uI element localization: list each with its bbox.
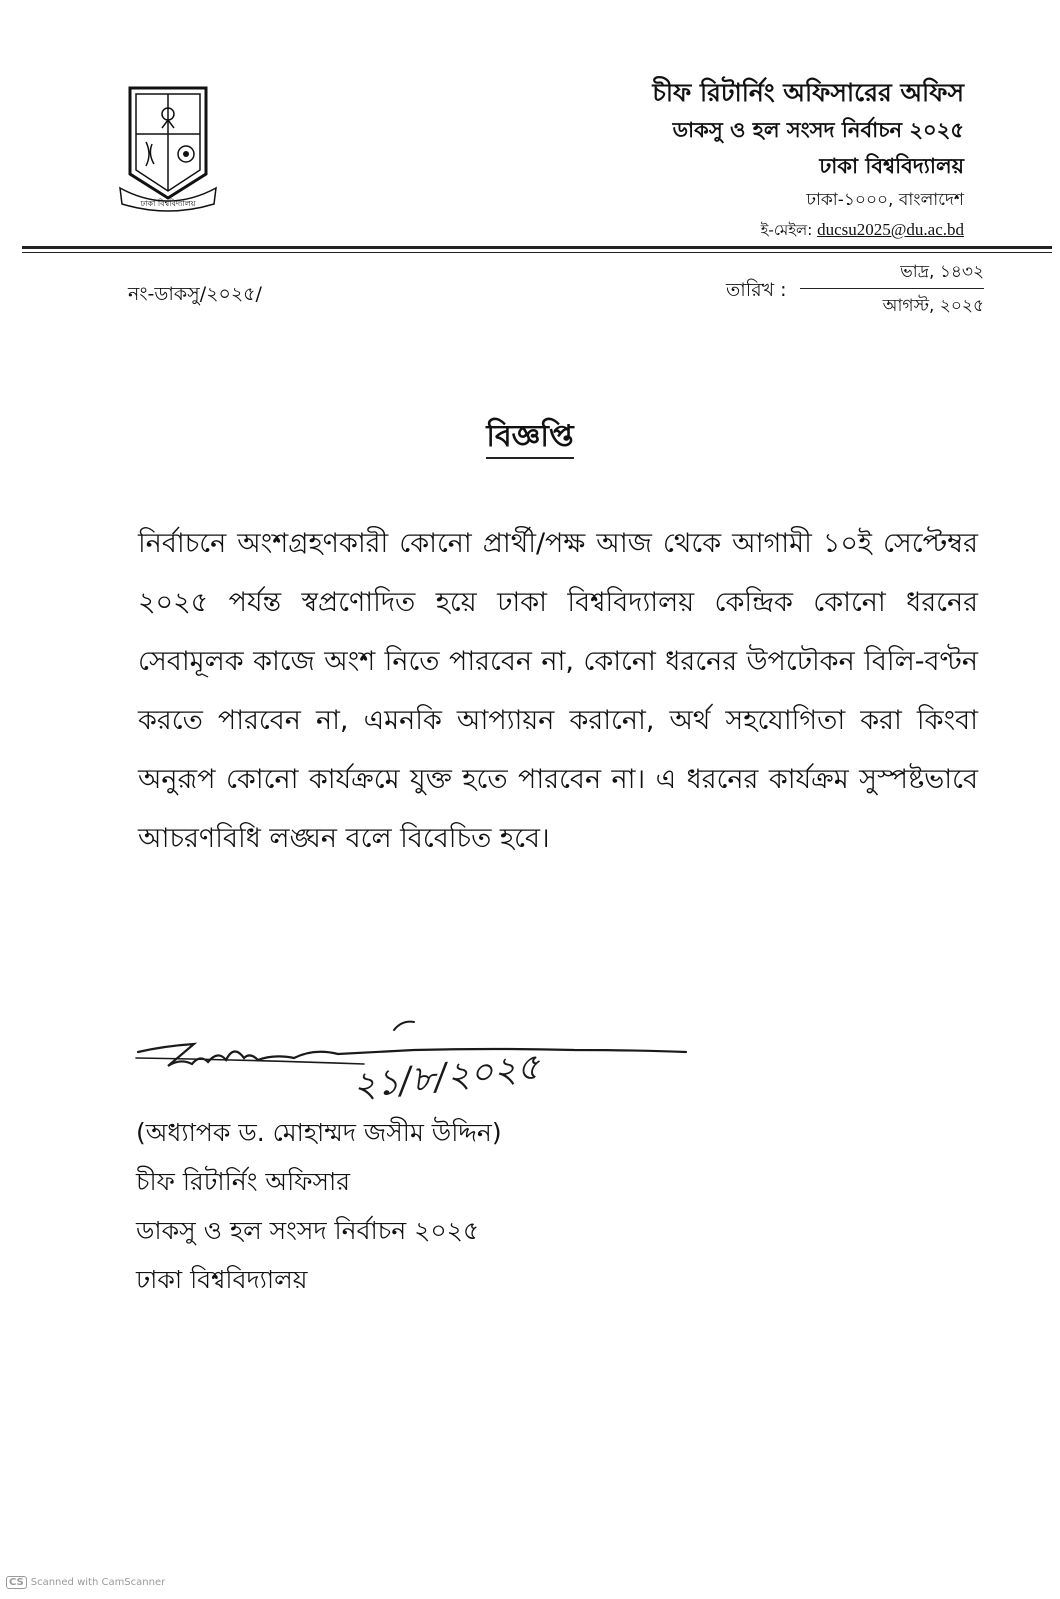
date-english: আগস্ট, ২০২৫ xyxy=(882,296,984,316)
header-divider-thick xyxy=(22,246,1052,249)
date-block xyxy=(800,258,984,319)
logo-banner-text: ঢাকা বিশ্ববিদ্যালয় xyxy=(140,199,196,208)
notice-body: নির্বাচনে অংশগ্রহণকারী কোনো প্রার্থী/পক্ষ আজ থেকে আগামী ১০ই সেপ্টেম্বর ২০২৫ পর্যন্ত স্বপ্রণোদিত হয়ে ঢাকা বিশ্ববিদ্যালয় কেন্দ্রিক কোনো ধরনের সেবামূলক কাজে অংশ নিতে পারবেন না, কোনো ধরনের উপঢৌকন বিলি-বণ্টন করতে পারবেন না, এমনকি আপ্যায়ন করানো, অর্থ সহযোগিতা করা কিংবা অনুরূপ কোনো কার্যক্রমে যুক্ত হতে পারবেন না। এ ধরনের কার্যক্রম সুস্পষ্টভাবে আচরণবিধি লঙ্ঘন বলে বিবেচিত হবে। xyxy=(138,528,978,854)
date-divider xyxy=(800,288,984,289)
election-name: ডাকসু ও হল সংসদ নির্বাচন ২০২৫ xyxy=(672,118,964,142)
university-name: ঢাকা বিশ্ববিদ্যালয় xyxy=(819,154,964,178)
office-name: চীফ রিটার্নিং অফিসারের অফিস xyxy=(652,78,964,107)
email-line xyxy=(524,216,964,244)
email-label: ই-মেইল: xyxy=(760,221,813,239)
camscanner-watermark xyxy=(6,1576,165,1589)
notice-title-wrap xyxy=(0,412,1060,463)
university-logo xyxy=(118,82,218,217)
letterhead xyxy=(524,74,964,244)
camscanner-text: Scanned with CamScanner xyxy=(30,1577,166,1588)
date-bangla: ভাদ্র, ১৪৩২ xyxy=(900,262,984,282)
signatory-name: (অধ্যাপক ড. মোহাম্মদ জসীম উদ্দিন) xyxy=(136,1118,502,1147)
address: ঢাকা-১০০০, বাংলাদেশ xyxy=(806,190,964,210)
signatory-designation: চীফ রিটার্নিং অফিসার xyxy=(136,1167,351,1196)
signatory-election: ডাকসু ও হল সংসদ নির্বাচন ২০২৫ xyxy=(136,1216,480,1245)
signature-date: ২১/৮/২০২৫ xyxy=(350,1046,542,1107)
notice-title: বিজ্ঞপ্তি xyxy=(486,419,573,459)
signature xyxy=(134,1014,704,1114)
email-link[interactable]: ducsu2025@du.ac.bd xyxy=(817,220,964,239)
signatory-block xyxy=(136,1108,502,1304)
header-divider-thin xyxy=(22,252,1052,253)
date-label: তারিখ : xyxy=(726,279,787,301)
signatory-university: ঢাকা বিশ্ববিদ্যালয় xyxy=(136,1265,308,1294)
reference-number: নং-ডাকসু/২০২৫/ xyxy=(128,283,262,305)
camscanner-icon: CS xyxy=(6,1576,27,1589)
